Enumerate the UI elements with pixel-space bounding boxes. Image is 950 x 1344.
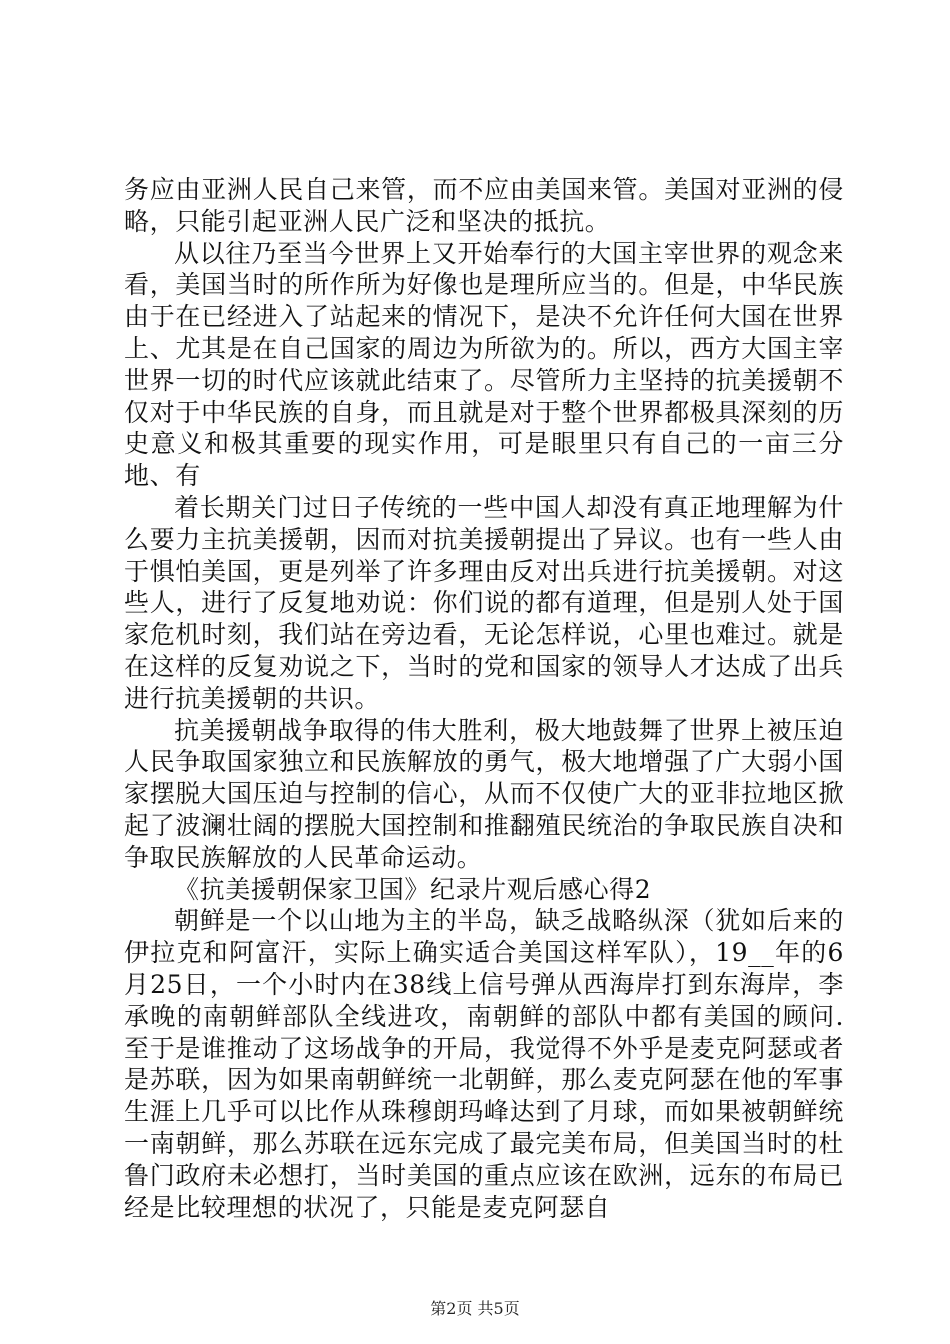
paragraph-5: 朝鲜是一个以山地为主的半岛，缺乏战略纵深（犹如后来的伊拉克和阿富汗，实际上确实适合美国这样军队），19__年的6月25日，一个小时内在38线上信号弹从西海岸打到东海岸，李承晚的南朝鲜部队全线进攻，南朝鲜的部队中都有美国的顾问.至于是谁推动了这场战争的开局，我觉得不外乎是麦克阿瑟或者是苏联，因为如果南朝鲜统一北朝鲜，那么麦克阿瑟在他的军事生涯上几乎可以比作从珠穆朗玛峰达到了月球，而如果被朝鲜统一南朝鲜，那么苏联在远东完成了最完美布局，但美国当时的杜鲁门政府未必想打，当时美国的重点应该在欧洲，远东的布局已经是比较理想的状况了，只能是麦克阿瑟自 (124, 906, 844, 1222)
paragraph-1: 务应由亚洲人民自己来管，而不应由美国来管。美国对亚洲的侵略，只能引起亚洲人民广泛和坚决的抵抗。 (124, 175, 844, 236)
paragraph-3: 着长期关门过日子传统的一些中国人却没有真正地理解为什么要力主抗美援朝，因而对抗美援朝提出了异议。也有一些人由于惧怕美国，更是列举了许多理由反对出兵进行抗美援朝。对这些人，进行了反复地劝说：你们说的都有道理，但是别人处于国家危机时刻，我们站在旁边看，无论怎样说，心里也难过。就是在这样的反复劝说之下，当时的党和国家的领导人才达成了出兵进行抗美援朝的共识。 (124, 492, 844, 713)
paragraph-2: 从以往乃至当今世界上又开始奉行的大国主宰世界的观念来看，美国当时的所作所为好像也是理所应当的。但是，中华民族由于在已经进入了站起来的情况下，是决不允许任何大国在世界上、尤其是在自己国家的周边为所欲为的。所以，西方大国主宰世界一切的时代应该就此结束了。尽管所力主坚持的抗美援朝不仅对于中华民族的自身，而且就是对于整个世界都极具深刻的历史意义和极其重要的现实作用，可是眼里只有自己的一亩三分地、有 (124, 238, 844, 491)
section-heading: 《抗美援朝保家卫国》纪录片观后感心得2 (174, 874, 652, 904)
document-body (124, 174, 844, 1223)
page-number: 第2页 共5页 (430, 1299, 520, 1318)
paragraph-4: 抗美援朝战争取得的伟大胜利，极大地鼓舞了世界上被压迫人民争取国家独立和民族解放的勇气，极大地增强了广大弱小国家摆脱大国压迫与控制的信心，从而不仅使广大的亚非拉地区掀起了波澜壮阔的摆脱大国控制和推翻殖民统治的争取民族自决和争取民族解放的人民革命运动。 (124, 715, 844, 872)
